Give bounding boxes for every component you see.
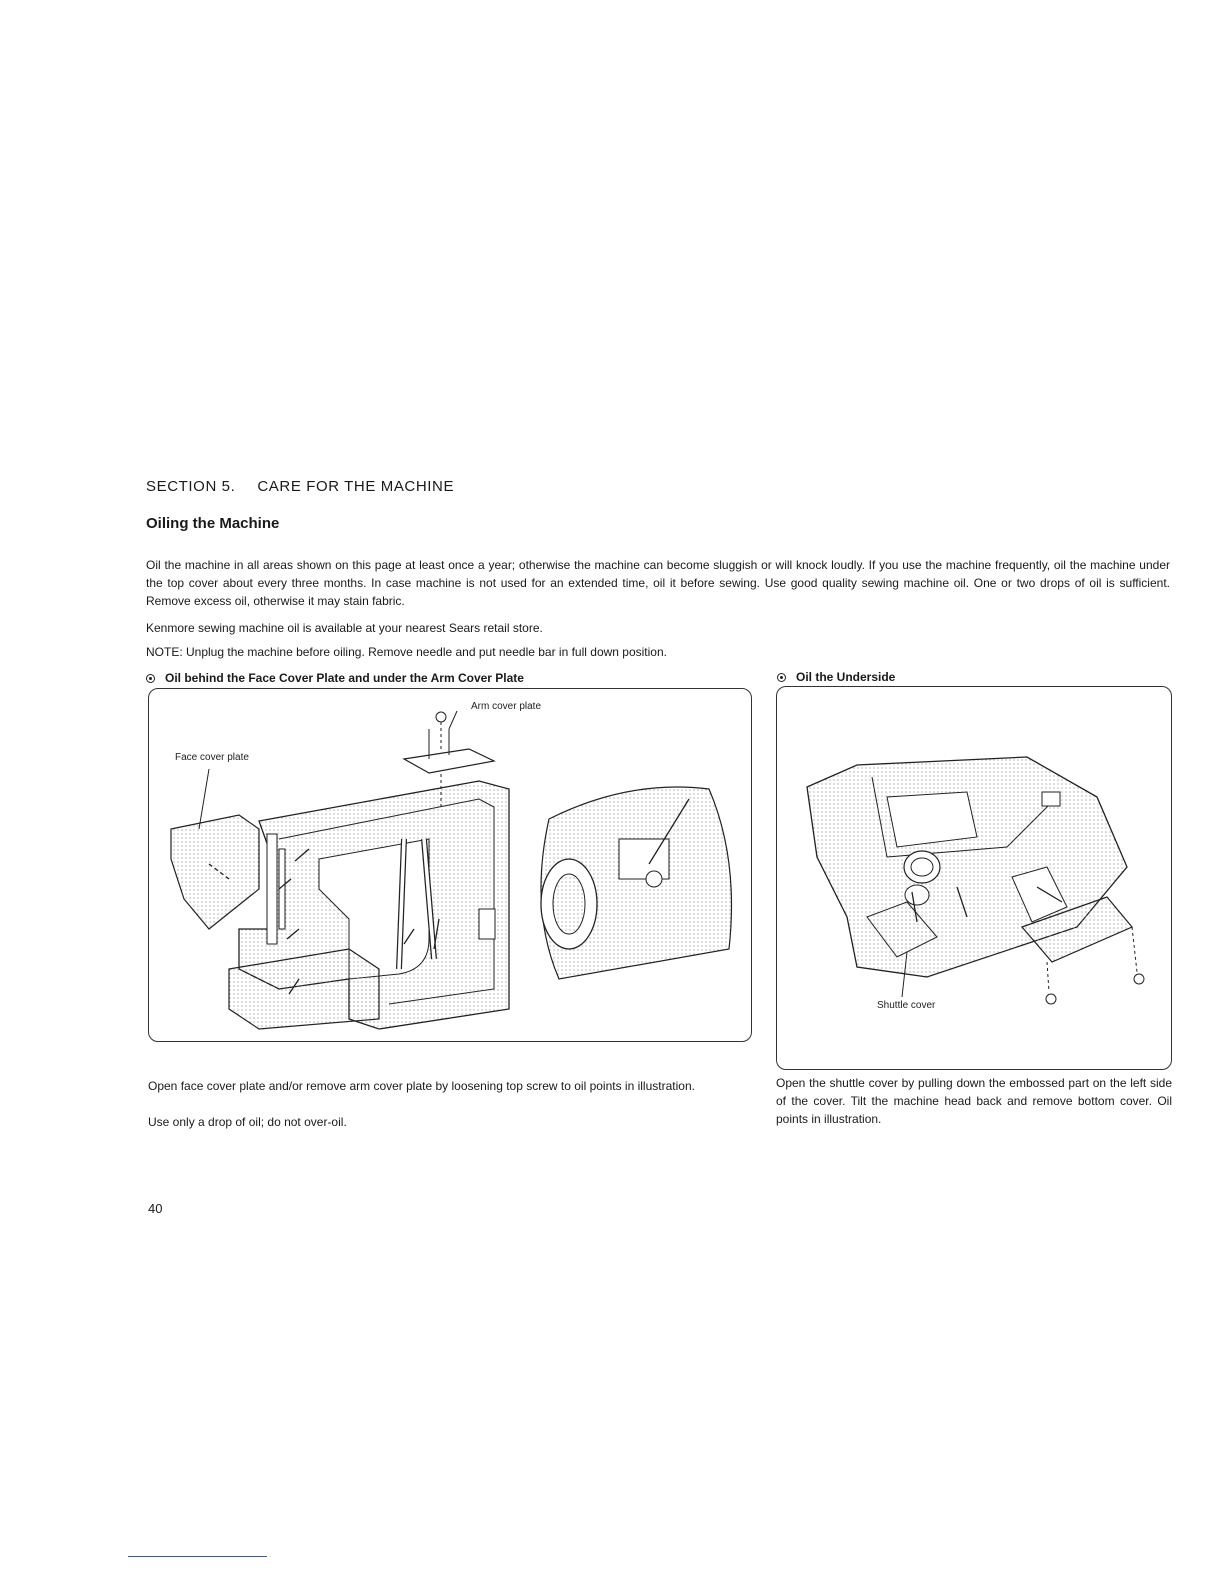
caption-oil-warning: Use only a drop of oil; do not over-oil.: [148, 1115, 347, 1129]
subheading-underside-text: Oil the Underside: [796, 670, 896, 684]
label-face-cover-plate: Face cover plate: [175, 752, 249, 763]
label-arm-cover-plate: Arm cover plate: [471, 701, 542, 712]
intro-paragraph: Oil the machine in all areas shown on this page at least once a year; otherwise the machine can become sluggish or will knock loudly. If you use the machine frequently, oil the machine under the top cover about every three months. In case machine is not used for an extended time, oil it before sewing. Use good quality sewing machine oil. One or two drops of oil is sufficient. Remove excess oil, otherwise it may stain fabric.: [146, 558, 1170, 608]
section-number: SECTION 5.: [146, 478, 236, 495]
sewing-machine-underside-illustration: [777, 687, 1171, 1069]
figure-face-cover-oiling: [148, 688, 752, 1042]
subheading-face-cover-text: Oil behind the Face Cover Plate and under the Arm Cover Plate: [165, 671, 524, 685]
page-title: Oiling the Machine: [146, 515, 280, 532]
footer-rule: [128, 1556, 267, 1557]
figure-underside-oiling: [776, 686, 1172, 1070]
subheading-face-cover: [146, 671, 524, 685]
label-shuttle-cover: Shuttle cover: [877, 1000, 936, 1011]
sewing-machine-front-illustration: [149, 689, 751, 1041]
availability-note: Kenmore sewing machine oil is available at your nearest Sears retail store.: [146, 621, 543, 635]
bullet-icon: [777, 673, 786, 682]
unplug-note: NOTE: Unplug the machine before oiling. Remove needle and put needle bar in full down position.: [146, 645, 667, 659]
bullet-icon: [146, 674, 155, 683]
caption-face-cover: Open face cover plate and/or remove arm cover plate by loosening top screw to oil points in illustration.: [148, 1079, 695, 1093]
subheading-underside: [777, 670, 895, 684]
section-title: CARE FOR THE MACHINE: [257, 478, 455, 495]
section-heading: [146, 478, 454, 495]
caption-underside: Open the shuttle cover by pulling down the embossed part on the left side of the cover. Tilt the machine head back and remove bottom cover. Oil points in illustration.: [776, 1076, 1172, 1126]
page-number: 40: [148, 1201, 163, 1216]
